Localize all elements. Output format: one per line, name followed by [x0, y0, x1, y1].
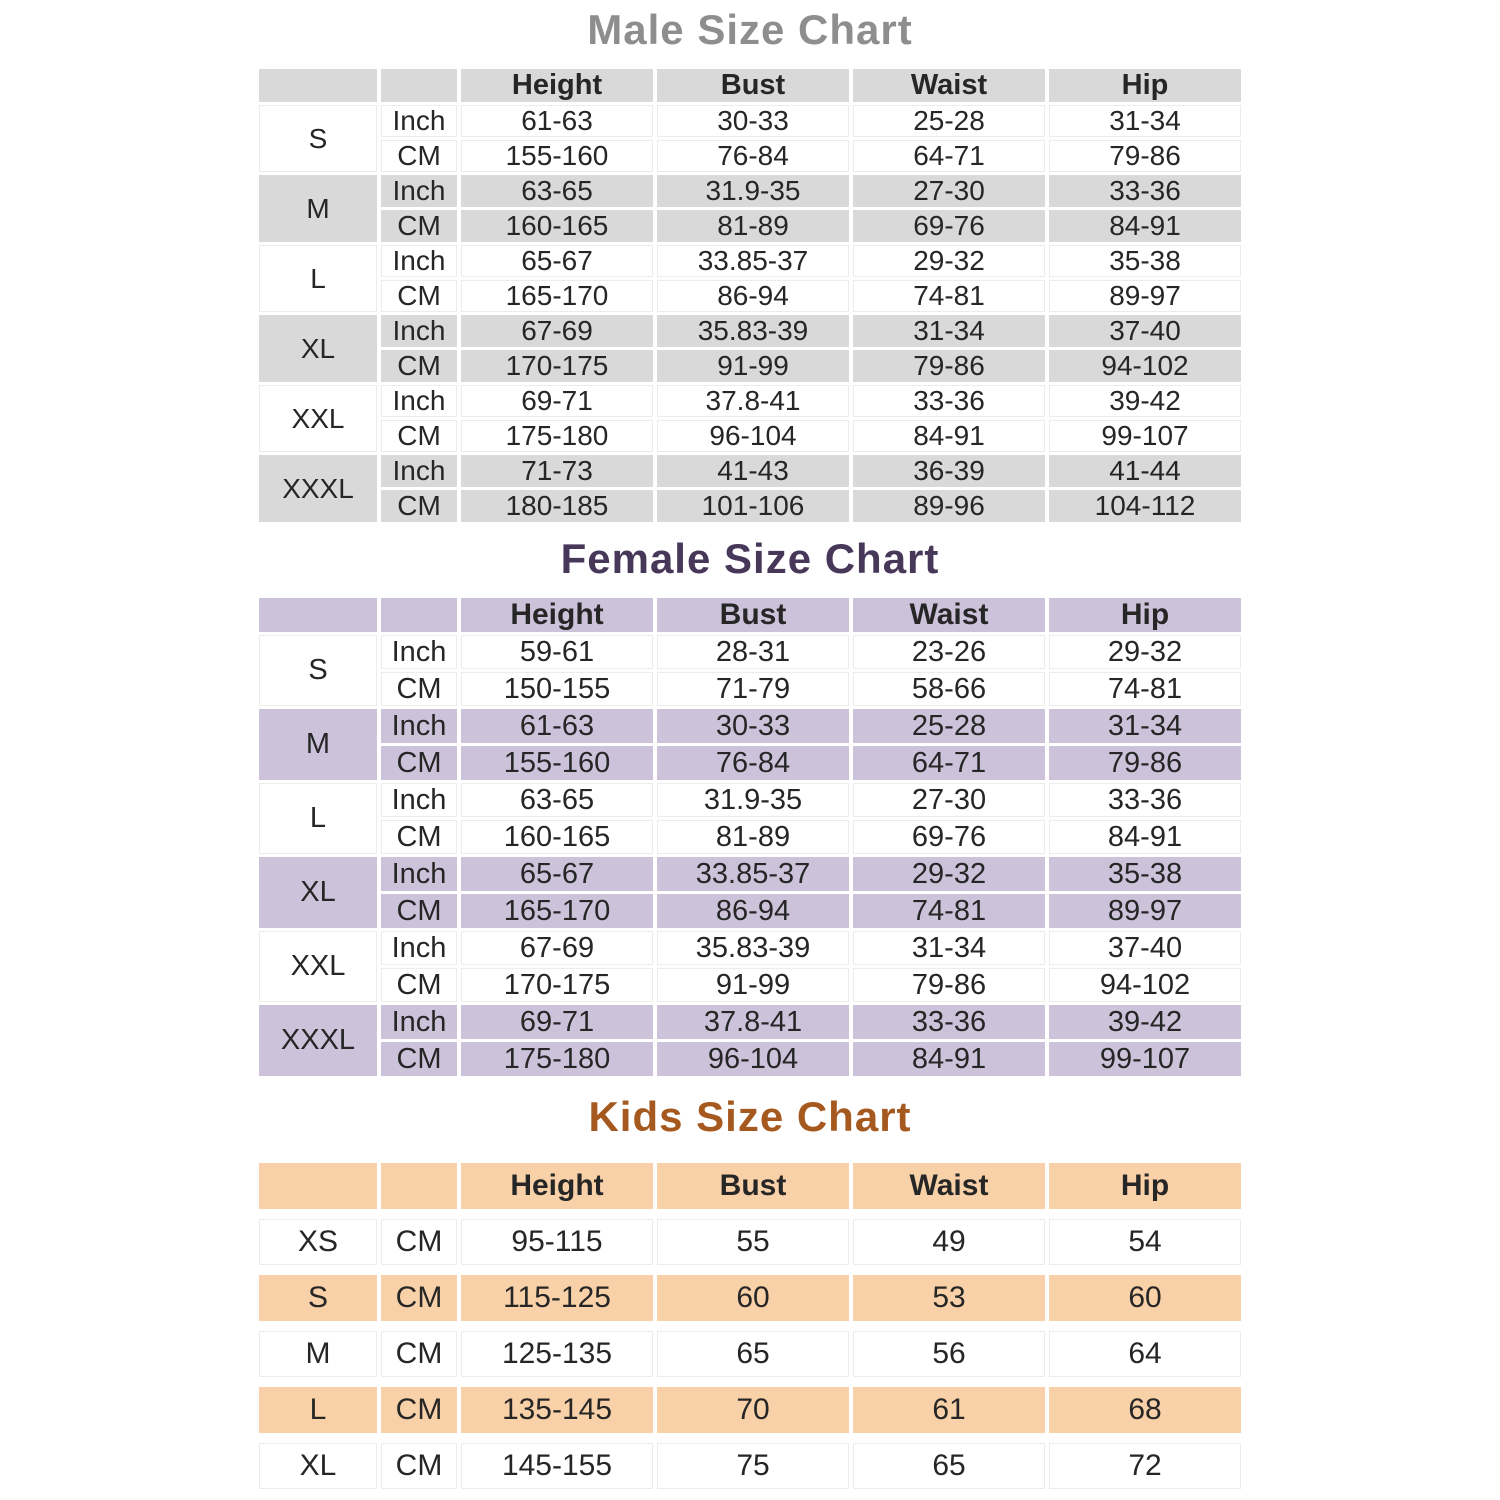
unit-label: Inch — [381, 175, 457, 207]
table-row — [259, 350, 1241, 382]
cell: 37-40 — [1049, 931, 1241, 965]
col-header-bust: Bust — [657, 1163, 849, 1209]
col-header-blank — [259, 598, 377, 632]
unit-label: Inch — [381, 245, 457, 277]
cell: 91-99 — [657, 350, 849, 382]
cell: 96-104 — [657, 420, 849, 452]
col-header-bust: Bust — [657, 69, 849, 102]
female-size-table — [255, 595, 1245, 1079]
table-row — [259, 968, 1241, 1002]
table-row — [259, 857, 1241, 891]
cell: 89-97 — [1049, 280, 1241, 312]
unit-label: CM — [381, 1275, 457, 1321]
col-header-blank — [381, 598, 457, 632]
cell: 170-175 — [461, 350, 653, 382]
cell: 63-65 — [461, 175, 653, 207]
size-label: S — [259, 635, 377, 706]
cell: 68 — [1049, 1387, 1241, 1433]
cell: 170-175 — [461, 968, 653, 1002]
unit-label: CM — [381, 672, 457, 706]
cell: 25-28 — [853, 105, 1045, 137]
cell: 125-135 — [461, 1331, 653, 1377]
cell: 29-32 — [853, 857, 1045, 891]
cell: 33-36 — [1049, 175, 1241, 207]
cell: 61-63 — [461, 709, 653, 743]
cell: 165-170 — [461, 280, 653, 312]
cell: 27-30 — [853, 175, 1045, 207]
unit-label: CM — [381, 746, 457, 780]
table-row — [259, 635, 1241, 669]
cell: 69-71 — [461, 385, 653, 417]
cell: 39-42 — [1049, 385, 1241, 417]
cell: 33.85-37 — [657, 245, 849, 277]
cell: 64-71 — [853, 140, 1045, 172]
unit-label: CM — [381, 1443, 457, 1489]
cell: 55 — [657, 1219, 849, 1265]
male-size-table — [255, 66, 1245, 525]
cell: 31-34 — [853, 931, 1045, 965]
cell: 53 — [853, 1275, 1045, 1321]
unit-label: CM — [381, 1387, 457, 1433]
size-label: XS — [259, 1219, 377, 1265]
cell: 84-91 — [1049, 210, 1241, 242]
header-row — [259, 69, 1241, 102]
unit-label: Inch — [381, 455, 457, 487]
col-header-waist: Waist — [853, 69, 1045, 102]
size-label: S — [259, 105, 377, 172]
unit-label: Inch — [381, 931, 457, 965]
cell: 101-106 — [657, 490, 849, 522]
table-row — [259, 210, 1241, 242]
table-row — [259, 1219, 1241, 1265]
table-row — [259, 1275, 1241, 1321]
header-row — [259, 598, 1241, 632]
cell: 33-36 — [853, 385, 1045, 417]
size-label: L — [259, 1387, 377, 1433]
col-header-hip: Hip — [1049, 598, 1241, 632]
size-label: XL — [259, 315, 377, 382]
cell: 86-94 — [657, 280, 849, 312]
cell: 81-89 — [657, 210, 849, 242]
cell: 95-115 — [461, 1219, 653, 1265]
cell: 72 — [1049, 1443, 1241, 1489]
size-label: M — [259, 175, 377, 242]
header-row — [259, 1163, 1241, 1209]
table-row — [259, 420, 1241, 452]
cell: 75 — [657, 1443, 849, 1489]
cell: 65 — [657, 1331, 849, 1377]
size-label: L — [259, 245, 377, 312]
table-row — [259, 140, 1241, 172]
cell: 74-81 — [853, 894, 1045, 928]
kids-chart-title: Kids Size Chart — [588, 1093, 912, 1140]
table-row — [259, 820, 1241, 854]
size-label: XL — [259, 1443, 377, 1489]
male-chart-title: Male Size Chart — [587, 6, 913, 53]
cell: 27-30 — [853, 783, 1045, 817]
cell: 74-81 — [853, 280, 1045, 312]
unit-label: Inch — [381, 315, 457, 347]
cell: 86-94 — [657, 894, 849, 928]
cell: 175-180 — [461, 420, 653, 452]
cell: 31-34 — [1049, 709, 1241, 743]
cell: 84-91 — [853, 420, 1045, 452]
cell: 71-73 — [461, 455, 653, 487]
unit-label: CM — [381, 350, 457, 382]
cell: 37-40 — [1049, 315, 1241, 347]
size-label: L — [259, 783, 377, 854]
cell: 65-67 — [461, 245, 653, 277]
table-row — [259, 175, 1241, 207]
cell: 67-69 — [461, 315, 653, 347]
cell: 74-81 — [1049, 672, 1241, 706]
cell: 84-91 — [853, 1042, 1045, 1076]
table-row — [259, 1042, 1241, 1076]
cell: 65 — [853, 1443, 1045, 1489]
cell: 67-69 — [461, 931, 653, 965]
cell: 61 — [853, 1387, 1045, 1433]
unit-label: Inch — [381, 857, 457, 891]
cell: 61-63 — [461, 105, 653, 137]
cell: 76-84 — [657, 746, 849, 780]
cell: 35-38 — [1049, 245, 1241, 277]
unit-label: CM — [381, 894, 457, 928]
table-row — [259, 105, 1241, 137]
cell: 64-71 — [853, 746, 1045, 780]
size-label: S — [259, 1275, 377, 1321]
cell: 91-99 — [657, 968, 849, 1002]
cell: 31.9-35 — [657, 175, 849, 207]
table-row — [259, 894, 1241, 928]
cell: 69-71 — [461, 1005, 653, 1039]
col-header-bust: Bust — [657, 598, 849, 632]
cell: 160-165 — [461, 820, 653, 854]
cell: 29-32 — [853, 245, 1045, 277]
unit-label: CM — [381, 210, 457, 242]
cell: 63-65 — [461, 783, 653, 817]
cell: 49 — [853, 1219, 1045, 1265]
cell: 76-84 — [657, 140, 849, 172]
unit-label: Inch — [381, 1005, 457, 1039]
cell: 35.83-39 — [657, 315, 849, 347]
cell: 145-155 — [461, 1443, 653, 1489]
cell: 41-43 — [657, 455, 849, 487]
cell: 58-66 — [853, 672, 1045, 706]
cell: 150-155 — [461, 672, 653, 706]
unit-label: Inch — [381, 709, 457, 743]
cell: 155-160 — [461, 140, 653, 172]
cell: 104-112 — [1049, 490, 1241, 522]
unit-label: Inch — [381, 105, 457, 137]
cell: 155-160 — [461, 746, 653, 780]
cell: 115-125 — [461, 1275, 653, 1321]
cell: 35.83-39 — [657, 931, 849, 965]
cell: 71-79 — [657, 672, 849, 706]
cell: 99-107 — [1049, 1042, 1241, 1076]
size-label: XXL — [259, 931, 377, 1002]
cell: 39-42 — [1049, 1005, 1241, 1039]
cell: 89-97 — [1049, 894, 1241, 928]
cell: 59-61 — [461, 635, 653, 669]
cell: 99-107 — [1049, 420, 1241, 452]
cell: 89-96 — [853, 490, 1045, 522]
cell: 28-31 — [657, 635, 849, 669]
unit-label: CM — [381, 1042, 457, 1076]
cell: 60 — [657, 1275, 849, 1321]
table-row — [259, 931, 1241, 965]
col-header-blank — [381, 69, 457, 102]
cell: 79-86 — [1049, 140, 1241, 172]
size-label: M — [259, 1331, 377, 1377]
cell: 23-26 — [853, 635, 1045, 669]
cell: 165-170 — [461, 894, 653, 928]
cell: 180-185 — [461, 490, 653, 522]
male-size-chart-section — [0, 6, 1500, 525]
cell: 33-36 — [1049, 783, 1241, 817]
table-row — [259, 315, 1241, 347]
cell: 94-102 — [1049, 968, 1241, 1002]
unit-label: CM — [381, 420, 457, 452]
cell: 31-34 — [853, 315, 1045, 347]
cell: 96-104 — [657, 1042, 849, 1076]
col-header-waist: Waist — [853, 1163, 1045, 1209]
table-row — [259, 455, 1241, 487]
cell: 65-67 — [461, 857, 653, 891]
cell: 70 — [657, 1387, 849, 1433]
size-label: XXXL — [259, 455, 377, 522]
cell: 35-38 — [1049, 857, 1241, 891]
table-row — [259, 1443, 1241, 1489]
cell: 79-86 — [853, 350, 1045, 382]
cell: 36-39 — [853, 455, 1045, 487]
cell: 64 — [1049, 1331, 1241, 1377]
unit-label: CM — [381, 280, 457, 312]
unit-label: Inch — [381, 783, 457, 817]
cell: 160-165 — [461, 210, 653, 242]
unit-label: CM — [381, 1219, 457, 1265]
table-row — [259, 672, 1241, 706]
cell: 30-33 — [657, 709, 849, 743]
table-row — [259, 490, 1241, 522]
col-header-height: Height — [461, 1163, 653, 1209]
col-header-blank — [381, 1163, 457, 1209]
cell: 94-102 — [1049, 350, 1241, 382]
table-row — [259, 280, 1241, 312]
unit-label: CM — [381, 820, 457, 854]
cell: 69-76 — [853, 820, 1045, 854]
cell: 41-44 — [1049, 455, 1241, 487]
unit-label: CM — [381, 1331, 457, 1377]
size-label: M — [259, 709, 377, 780]
size-label: XXL — [259, 385, 377, 452]
size-label: XXXL — [259, 1005, 377, 1076]
col-header-hip: Hip — [1049, 1163, 1241, 1209]
unit-label: CM — [381, 140, 457, 172]
kids-size-table — [255, 1153, 1245, 1499]
unit-label: CM — [381, 968, 457, 1002]
cell: 79-86 — [1049, 746, 1241, 780]
female-size-chart-section — [0, 535, 1500, 1079]
col-header-waist: Waist — [853, 598, 1045, 632]
table-row — [259, 1387, 1241, 1433]
table-row — [259, 1331, 1241, 1377]
table-row — [259, 783, 1241, 817]
cell: 54 — [1049, 1219, 1241, 1265]
table-row — [259, 746, 1241, 780]
cell: 31.9-35 — [657, 783, 849, 817]
cell: 37.8-41 — [657, 385, 849, 417]
col-header-hip: Hip — [1049, 69, 1241, 102]
table-row — [259, 385, 1241, 417]
col-header-height: Height — [461, 598, 653, 632]
col-header-height: Height — [461, 69, 653, 102]
cell: 56 — [853, 1331, 1045, 1377]
table-row — [259, 245, 1241, 277]
cell: 33.85-37 — [657, 857, 849, 891]
kids-size-chart-section — [0, 1093, 1500, 1499]
unit-label: Inch — [381, 385, 457, 417]
table-row — [259, 709, 1241, 743]
col-header-blank — [259, 1163, 377, 1209]
table-row — [259, 1005, 1241, 1039]
cell: 79-86 — [853, 968, 1045, 1002]
cell: 81-89 — [657, 820, 849, 854]
cell: 175-180 — [461, 1042, 653, 1076]
unit-label: Inch — [381, 635, 457, 669]
female-chart-title: Female Size Chart — [560, 535, 940, 582]
cell: 29-32 — [1049, 635, 1241, 669]
cell: 84-91 — [1049, 820, 1241, 854]
cell: 37.8-41 — [657, 1005, 849, 1039]
cell: 31-34 — [1049, 105, 1241, 137]
cell: 30-33 — [657, 105, 849, 137]
cell: 33-36 — [853, 1005, 1045, 1039]
unit-label: CM — [381, 490, 457, 522]
cell: 135-145 — [461, 1387, 653, 1433]
col-header-blank — [259, 69, 377, 102]
size-label: XL — [259, 857, 377, 928]
cell: 69-76 — [853, 210, 1045, 242]
cell: 25-28 — [853, 709, 1045, 743]
cell: 60 — [1049, 1275, 1241, 1321]
